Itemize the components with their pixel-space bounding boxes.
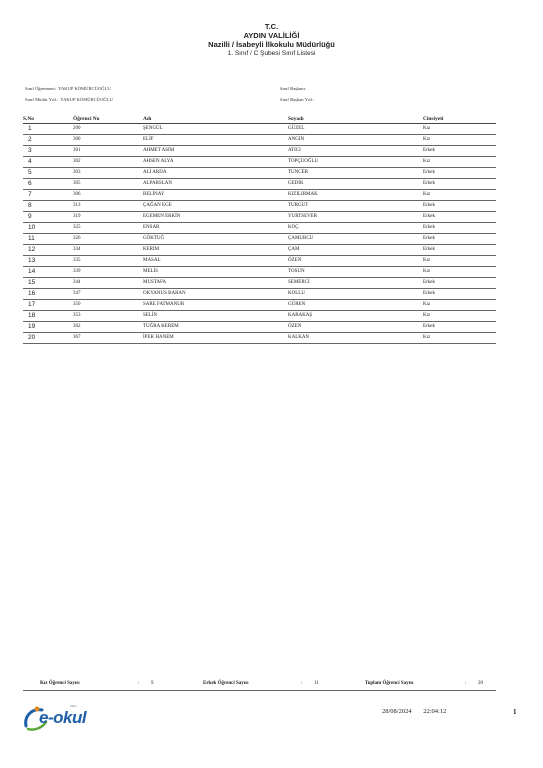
cell-gender: Erkek: [423, 145, 496, 156]
table-row: [23, 189, 496, 200]
cell-name: AHSEN ALYA: [143, 156, 288, 167]
cell-gender: Erkek: [423, 167, 496, 178]
table-row: [23, 255, 496, 266]
cell-gender: Erkek: [423, 233, 496, 244]
cell-name: OKYANUS BARAN: [143, 288, 288, 299]
cell-student-no: 305: [73, 178, 143, 189]
cell-sno: 1: [23, 123, 73, 134]
cell-sno: 6: [23, 178, 73, 189]
table-row: [23, 167, 496, 178]
cell-student-no: 319: [73, 211, 143, 222]
table-row: [23, 310, 496, 321]
cell-gender: Kız: [423, 255, 496, 266]
table-row: [23, 299, 496, 310]
cell-surname: ÇAMURCU: [288, 233, 423, 244]
cell-student-no: 303: [73, 167, 143, 178]
cell-sno: 7: [23, 189, 73, 200]
girls-colon: :: [138, 681, 140, 686]
cell-student-no: 350: [73, 299, 143, 310]
cell-sno: 14: [23, 266, 73, 277]
e-okul-logo-meb: MEB: [70, 704, 77, 708]
cell-name: AHMET ASIM: [143, 145, 288, 156]
cell-name: TUĞRA KEREM: [143, 321, 288, 332]
cell-sno: 8: [23, 200, 73, 211]
class-president-info: [280, 86, 306, 91]
cell-sno: 16: [23, 288, 73, 299]
cell-surname: GEDİK: [288, 178, 423, 189]
class-vice-president-info: [280, 97, 314, 102]
cell-name: ALPARSLAN: [143, 178, 288, 189]
vice-label: Sınıf Müdür Yrd.:: [25, 97, 59, 102]
cell-gender: Kız: [423, 123, 496, 134]
cell-sno: 4: [23, 156, 73, 167]
cell-gender: Kız: [423, 156, 496, 167]
cell-student-no: 334: [73, 244, 143, 255]
cell-gender: Erkek: [423, 200, 496, 211]
cell-surname: KIZILIRMAK: [288, 189, 423, 200]
table-row: [23, 222, 496, 233]
cell-sno: 18: [23, 310, 73, 321]
e-okul-logo: [22, 700, 102, 734]
cell-gender: Kız: [423, 299, 496, 310]
column-header-name: Adı: [143, 115, 288, 123]
cell-surname: ÖZEN: [288, 255, 423, 266]
total-count-value: 20: [478, 681, 483, 686]
cell-sno: 19: [23, 321, 73, 332]
cell-sno: 20: [23, 332, 73, 343]
cell-name: SELİN: [143, 310, 288, 321]
cell-surname: TUNCER: [288, 167, 423, 178]
cell-sno: 2: [23, 134, 73, 145]
cell-surname: ÇAM: [288, 244, 423, 255]
header-line-class-list: 1. Sınıf / C Şubesi Sınıf Listesi: [227, 50, 316, 57]
table-row: [23, 332, 496, 343]
cell-student-no: 344: [73, 277, 143, 288]
cell-student-no: 325: [73, 222, 143, 233]
cell-name: MUSTAFA: [143, 277, 288, 288]
column-header-gender: Cinsiyeti: [423, 115, 496, 123]
cell-name: İPEK HANEM: [143, 332, 288, 343]
cell-student-no: 367: [73, 332, 143, 343]
cell-surname: GÜZEL: [288, 123, 423, 134]
cell-student-no: 313: [73, 200, 143, 211]
cell-sno: 10: [23, 222, 73, 233]
teacher-label: Sınıf Öğretmeni:: [25, 86, 57, 91]
boys-count-label: Erkek Öğrenci Sayısı: [203, 681, 249, 686]
cell-name: EGEMEN ERKİN: [143, 211, 288, 222]
cell-student-no: 339: [73, 266, 143, 277]
cell-surname: TOPÇUOĞLU: [288, 156, 423, 167]
table-row: [23, 145, 496, 156]
cell-gender: Kız: [423, 134, 496, 145]
table-row: [23, 244, 496, 255]
table-row: [23, 156, 496, 167]
cell-student-no: 353: [73, 310, 143, 321]
cell-name: SARE FATMANUR: [143, 299, 288, 310]
table-row: [23, 321, 496, 332]
cell-name: BELİNAY: [143, 189, 288, 200]
table-row: [23, 134, 496, 145]
cell-sno: 11: [23, 233, 73, 244]
teacher-value: YAKUP KÖMÜRCÜOĞLU: [58, 86, 111, 91]
cell-name: MASAL: [143, 255, 288, 266]
cell-name: ALİ ARDA: [143, 167, 288, 178]
cell-student-no: 362: [73, 321, 143, 332]
cell-gender: Erkek: [423, 178, 496, 189]
cell-surname: KOÇ: [288, 222, 423, 233]
cell-gender: Erkek: [423, 288, 496, 299]
cell-gender: Kız: [423, 310, 496, 321]
cell-surname: ATICI: [288, 145, 423, 156]
cell-name: ENSAR: [143, 222, 288, 233]
column-header-student-no: Öğrenci No: [73, 115, 143, 123]
table-header-row: [23, 115, 496, 123]
girls-count-label: Kız Öğrenci Sayısı: [40, 681, 80, 686]
table-row: [23, 266, 496, 277]
cell-gender: Kız: [423, 332, 496, 343]
cell-gender: Kız: [423, 266, 496, 277]
vice-principal-info: [25, 97, 113, 102]
cell-gender: Kız: [423, 189, 496, 200]
cell-student-no: 302: [73, 156, 143, 167]
column-header-surname: Soyadı: [288, 115, 423, 123]
student-table: [23, 115, 496, 344]
cell-sno: 12: [23, 244, 73, 255]
cell-gender: Erkek: [423, 321, 496, 332]
cell-surname: ÖZEN: [288, 321, 423, 332]
cell-surname: ANGIN: [288, 134, 423, 145]
column-header-sno: S.No: [23, 115, 73, 123]
e-okul-logo-text: e-okul: [39, 708, 87, 727]
cell-sno: 17: [23, 299, 73, 310]
vice-president-label: Sınıf Başkan Yrd.:: [280, 97, 315, 102]
cell-student-no: 200: [73, 123, 143, 134]
table-row: [23, 277, 496, 288]
boys-count-value: 11: [314, 681, 319, 686]
cell-sno: 3: [23, 145, 73, 156]
cell-surname: TOSUN: [288, 266, 423, 277]
table-row: [23, 288, 496, 299]
cell-student-no: 347: [73, 288, 143, 299]
cell-sno: 9: [23, 211, 73, 222]
table-row: [23, 178, 496, 189]
cell-student-no: 300: [73, 134, 143, 145]
cell-name: GÖKTUĞ: [143, 233, 288, 244]
print-date: 28/08/2024: [382, 708, 412, 715]
cell-surname: YURTSEVER: [288, 211, 423, 222]
total-colon: :: [465, 681, 467, 686]
cell-gender: Erkek: [423, 244, 496, 255]
table-row: [23, 200, 496, 211]
total-count-label: Toplam Öğrenci Sayısı: [365, 681, 414, 686]
cell-sno: 15: [23, 277, 73, 288]
cell-surname: GÜREN: [288, 299, 423, 310]
table-row: [23, 233, 496, 244]
cell-gender: Erkek: [423, 211, 496, 222]
cell-name: ELİF: [143, 134, 288, 145]
cell-student-no: 326: [73, 233, 143, 244]
table-row: [23, 123, 496, 134]
cell-surname: SEMERCİ: [288, 277, 423, 288]
cell-surname: KARAKAŞ: [288, 310, 423, 321]
cell-name: ÇAĞAN EGE: [143, 200, 288, 211]
vice-value: YAKUP KÖMÜRCÜOĞLU: [60, 97, 113, 102]
print-datetime: [382, 708, 446, 715]
president-label: Sınıf Başkanı:: [280, 86, 307, 91]
cell-name: KERİM: [143, 244, 288, 255]
page-number: 1: [513, 708, 517, 716]
header-line-governorship: AYDIN VALİLİĞİ: [243, 31, 300, 40]
print-time: 22:04:12: [423, 708, 447, 715]
table-row: [23, 211, 496, 222]
header-line-tc: T.C.: [264, 22, 279, 31]
cell-surname: KALKAN: [288, 332, 423, 343]
cell-surname: KOLLU: [288, 288, 423, 299]
cell-sno: 13: [23, 255, 73, 266]
girls-count-value: 9: [151, 681, 154, 686]
cell-gender: Erkek: [423, 222, 496, 233]
cell-student-no: 335: [73, 255, 143, 266]
cell-sno: 5: [23, 167, 73, 178]
document-header: [0, 22, 543, 58]
boys-colon: :: [301, 681, 303, 686]
header-line-school: Nazilli / İsabeyli İlkokulu Müdürlüğü: [208, 40, 335, 49]
cell-name: ŞENGÜL: [143, 123, 288, 134]
cell-surname: TURGUT: [288, 200, 423, 211]
cell-student-no: 306: [73, 189, 143, 200]
cell-student-no: 301: [73, 145, 143, 156]
footer-divider: [23, 690, 496, 691]
cell-gender: Erkek: [423, 277, 496, 288]
teacher-info: [25, 86, 111, 91]
cell-name: MELİS: [143, 266, 288, 277]
